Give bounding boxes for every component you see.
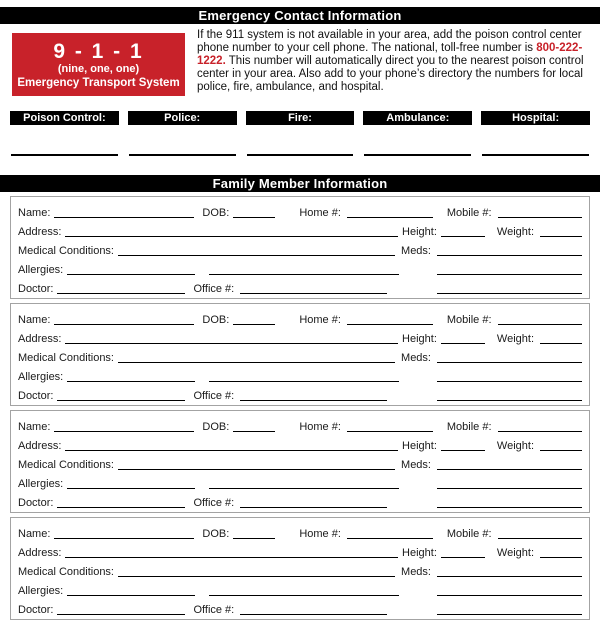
- family-section-title: Family Member Information: [0, 175, 600, 192]
- height-blank-line: [441, 227, 485, 237]
- meds-continuation-line-2: [437, 605, 582, 615]
- nine-one-one-box: [12, 33, 185, 96]
- doctor-label: Doctor:: [18, 497, 54, 509]
- weight-blank-line: [540, 441, 582, 451]
- dob-label: DOB:: [202, 528, 230, 540]
- doctor-label: Doctor:: [18, 283, 54, 295]
- dob-label: DOB:: [202, 207, 230, 219]
- intro-paragraph: [185, 29, 592, 96]
- height-label: Height:: [402, 440, 437, 452]
- medical-conditions-blank-line: [118, 353, 395, 363]
- mobile-phone-label: Mobile #:: [446, 528, 492, 540]
- allergies-label: Allergies:: [18, 371, 64, 383]
- address-blank-line: [65, 548, 398, 558]
- height-label: Height:: [402, 547, 437, 559]
- weight-label: Weight:: [496, 440, 534, 452]
- mobile-phone-label: Mobile #:: [446, 421, 492, 433]
- home-phone-blank-line: [347, 208, 433, 218]
- address-blank-line: [65, 227, 398, 237]
- home-phone-label: Home #:: [299, 314, 341, 326]
- address-row: [18, 327, 582, 346]
- address-label: Address:: [18, 440, 62, 452]
- name-row: [18, 308, 582, 327]
- poison-control-phone-number: 800-222-1222.: [197, 42, 583, 67]
- intro-section: [12, 29, 592, 96]
- meds-continuation-line: [437, 265, 582, 275]
- office-phone-blank-line: [240, 391, 387, 401]
- nine-one-one-subtitle: (nine, one, one): [57, 62, 140, 75]
- office-phone-blank-line: [240, 605, 387, 615]
- doctor-blank-line: [57, 498, 185, 508]
- medical-conditions-label: Medical Conditions:: [18, 352, 114, 364]
- family-member-block: [10, 303, 590, 406]
- doctor-row: [18, 277, 582, 296]
- meds-blank-line: [437, 567, 582, 577]
- hospital-blank-line: [482, 125, 589, 156]
- name-label: Name:: [18, 421, 51, 433]
- allergies-label: Allergies:: [18, 585, 64, 597]
- home-phone-label: Home #:: [299, 207, 341, 219]
- nine-one-one-caption: Emergency Transport System: [17, 76, 180, 89]
- name-row: [18, 522, 582, 541]
- name-blank-line: [54, 208, 194, 218]
- name-label: Name:: [18, 314, 51, 326]
- medical-conditions-blank-line: [118, 567, 395, 577]
- doctor-blank-line: [57, 391, 185, 401]
- contact-label-ambulance: Ambulance:: [363, 111, 472, 125]
- medical-conditions-row: [18, 560, 582, 579]
- height-label: Height:: [402, 226, 437, 238]
- height-blank-line: [441, 441, 485, 451]
- meds-continuation-line-2: [437, 498, 582, 508]
- doctor-label: Doctor:: [18, 604, 54, 616]
- meds-label: Meds:: [401, 566, 431, 578]
- ambulance-blank-line: [364, 125, 471, 156]
- doctor-row: [18, 384, 582, 403]
- name-blank-line: [54, 422, 194, 432]
- meds-continuation-line-2: [437, 391, 582, 401]
- medical-conditions-blank-line: [118, 460, 395, 470]
- mobile-phone-blank-line: [498, 422, 582, 432]
- contact-label-police: Police:: [128, 111, 237, 125]
- office-phone-label: Office #:: [193, 390, 235, 402]
- doctor-row: [18, 598, 582, 617]
- address-row: [18, 541, 582, 560]
- meds-label: Meds:: [401, 245, 431, 257]
- allergies-blank-line: [67, 265, 195, 275]
- dob-blank-line: [233, 529, 275, 539]
- home-phone-blank-line: [347, 529, 433, 539]
- medical-conditions-label: Medical Conditions:: [18, 566, 114, 578]
- weight-blank-line: [540, 227, 582, 237]
- address-row: [18, 434, 582, 453]
- height-blank-line: [441, 548, 485, 558]
- allergies-label: Allergies:: [18, 478, 64, 490]
- home-phone-label: Home #:: [299, 421, 341, 433]
- dob-blank-line: [233, 315, 275, 325]
- meds-continuation-line: [437, 479, 582, 489]
- family-member-block: [10, 410, 590, 513]
- address-blank-line: [65, 334, 398, 344]
- emergency-contacts-row: [10, 111, 590, 125]
- meds-label: Meds:: [401, 352, 431, 364]
- allergies-row: [18, 579, 582, 598]
- allergies-blank-line: [67, 586, 195, 596]
- mobile-phone-label: Mobile #:: [446, 314, 492, 326]
- allergies-row: [18, 365, 582, 384]
- medical-conditions-row: [18, 346, 582, 365]
- name-blank-line: [54, 315, 194, 325]
- office-phone-label: Office #:: [193, 497, 235, 509]
- emergency-form-page: [0, 7, 600, 630]
- dob-blank-line: [233, 208, 275, 218]
- address-blank-line: [65, 441, 398, 451]
- allergies-continuation-line: [209, 479, 399, 489]
- home-phone-blank-line: [347, 422, 433, 432]
- fire-blank-line: [247, 125, 354, 156]
- family-blocks: [10, 196, 590, 620]
- dob-label: DOB:: [202, 421, 230, 433]
- mobile-phone-blank-line: [498, 208, 582, 218]
- allergies-row: [18, 258, 582, 277]
- name-blank-line: [54, 529, 194, 539]
- home-phone-label: Home #:: [299, 528, 341, 540]
- police-blank-line: [129, 125, 236, 156]
- office-phone-blank-line: [240, 498, 387, 508]
- meds-continuation-line-2: [437, 284, 582, 294]
- contact-label-fire: Fire:: [246, 111, 355, 125]
- allergies-blank-line: [67, 479, 195, 489]
- meds-blank-line: [437, 246, 582, 256]
- meds-blank-line: [437, 460, 582, 470]
- address-label: Address:: [18, 226, 62, 238]
- doctor-row: [18, 491, 582, 510]
- address-label: Address:: [18, 333, 62, 345]
- meds-continuation-line: [437, 372, 582, 382]
- medical-conditions-row: [18, 453, 582, 472]
- contact-label-hospital: Hospital:: [481, 111, 590, 125]
- poison-control-blank-line: [11, 125, 118, 156]
- mobile-phone-blank-line: [498, 315, 582, 325]
- name-row: [18, 415, 582, 434]
- height-label: Height:: [402, 333, 437, 345]
- address-row: [18, 220, 582, 239]
- office-phone-label: Office #:: [193, 283, 235, 295]
- name-label: Name:: [18, 207, 51, 219]
- mobile-phone-blank-line: [498, 529, 582, 539]
- office-phone-label: Office #:: [193, 604, 235, 616]
- intro-text-before: If the 911 system is not available in your area, add the poison control center phone number to your cell phone. The national, toll-free number is: [197, 29, 582, 54]
- mobile-phone-label: Mobile #:: [446, 207, 492, 219]
- allergies-blank-line: [67, 372, 195, 382]
- meds-continuation-line: [437, 586, 582, 596]
- medical-conditions-row: [18, 239, 582, 258]
- medical-conditions-blank-line: [118, 246, 395, 256]
- family-member-block: [10, 517, 590, 620]
- allergies-continuation-line: [209, 372, 399, 382]
- medical-conditions-label: Medical Conditions:: [18, 459, 114, 471]
- allergies-continuation-line: [209, 265, 399, 275]
- weight-blank-line: [540, 548, 582, 558]
- doctor-blank-line: [57, 284, 185, 294]
- contact-label-poison-control: Poison Control:: [10, 111, 119, 125]
- dob-blank-line: [233, 422, 275, 432]
- office-phone-blank-line: [240, 284, 387, 294]
- allergies-continuation-line: [209, 586, 399, 596]
- emergency-contacts-blank-lines: [10, 125, 590, 156]
- name-label: Name:: [18, 528, 51, 540]
- medical-conditions-label: Medical Conditions:: [18, 245, 114, 257]
- weight-label: Weight:: [496, 547, 534, 559]
- page-title: Emergency Contact Information: [0, 7, 600, 24]
- weight-label: Weight:: [496, 226, 534, 238]
- dob-label: DOB:: [202, 314, 230, 326]
- doctor-blank-line: [57, 605, 185, 615]
- weight-blank-line: [540, 334, 582, 344]
- address-label: Address:: [18, 547, 62, 559]
- doctor-label: Doctor:: [18, 390, 54, 402]
- weight-label: Weight:: [496, 333, 534, 345]
- home-phone-blank-line: [347, 315, 433, 325]
- family-member-block: [10, 196, 590, 299]
- intro-text-after: This number will automatically direct you to the nearest poison control center in your area. Also add to your phone’s directory the numbers for local police, fire, ambulance, and hospital.: [197, 55, 584, 93]
- allergies-label: Allergies:: [18, 264, 64, 276]
- meds-blank-line: [437, 353, 582, 363]
- nine-one-one-number: 9 - 1 - 1: [53, 39, 144, 63]
- name-row: [18, 201, 582, 220]
- height-blank-line: [441, 334, 485, 344]
- allergies-row: [18, 472, 582, 491]
- meds-label: Meds:: [401, 459, 431, 471]
